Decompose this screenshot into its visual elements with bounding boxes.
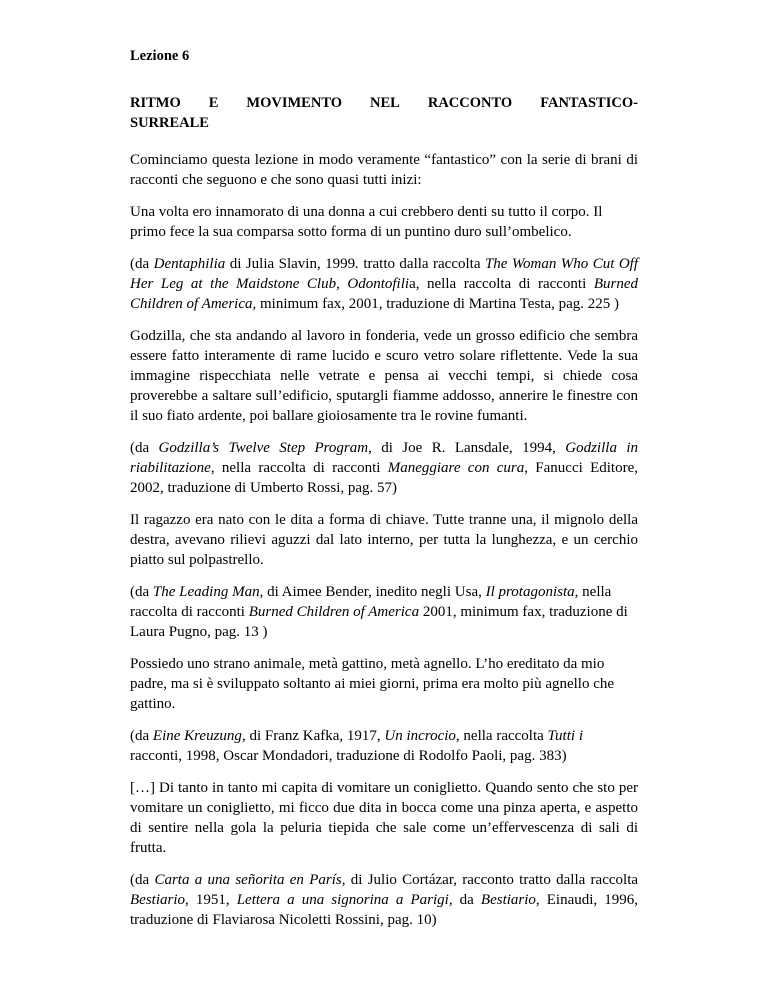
citation-text: , Einaudi, 1996, traduzione di Flaviarosa Nicoletti Rossini, pag. 10) [130,892,638,928]
citation-text: (da [130,584,153,600]
citation-text: (da [130,256,154,272]
citation-text: , nella raccolta di racconti [130,584,612,620]
excerpt-citation [130,726,638,766]
title-word: MOVIMENTO [246,95,343,111]
citation-title: Lettera a una signorina a Parigi [236,892,449,908]
citation-title: Dentaphilia [153,256,226,272]
excerpt-text: Possiedo uno strano animale, metà gattino, metà agnello. L’ho ereditato da mio padre, ma si è sviluppato soltanto ai miei giorni, prima era molto più agnello che gattino. [130,656,615,712]
excerpt-text: Il ragazzo era nato con le dita a forma di chiave. Tutte tranne una, il mignolo della destra, avevano rilievi aguzzi dal lato interno, per tutta la lunghezza, e un cerchio piatto sul polpastrello. [130,512,638,568]
citation-text: , nella raccolta di racconti [210,460,388,476]
title-line-2: SURREALE [130,115,209,131]
citation-title: Bestiario [480,892,536,908]
citation-title: The Woman Who Cut Off Her Leg at the Maidstone Club, Odontofili [130,256,638,292]
excerpt-text: […] Di tanto in tanto mi capita di vomitare un coniglietto. Quando sento che sto per vomitare un coniglietto, mi ficco due dita in bocca come una pinza aperta, e aspetto di sentire nella gola la peluria tiepida che sale come un’effervescenza di sali di frutta. [130,780,638,856]
citation-text: , 1951, [185,892,237,908]
citation-text: , Fanucci Editore, 2002, traduzione di Umberto Rossi, pag. 57) [130,460,638,496]
title-word: RITMO [130,95,181,111]
title-word: NEL [370,95,400,111]
citation-title: . [355,256,359,272]
lesson-heading: Lezione 6 [130,48,190,64]
citation-title: Un incrocio [384,728,456,744]
excerpt-citation [130,582,638,642]
intro-paragraph: Cominciamo questa lezione in modo veramente “fantastico” con la serie di brani di racconti che seguono e che sono quasi tutti inizi: [130,152,638,188]
lesson-title [130,93,638,133]
citation-text: 2001, minimum fax, traduzione di Laura Pugno, pag. 13 ) [130,604,628,640]
citation-text: , minimum fax, 2001, traduzione di Martina Testa, pag. 225 ) [252,296,620,312]
citation-text: (da [130,872,155,888]
excerpt-text: Una volta ero innamorato di una donna a cui crebbero denti su tutto il corpo. Il primo fece la sua comparsa sotto forma di un puntino duro sull’ombelico. [130,204,603,240]
citation-title: Burned Children of America [248,604,420,620]
citation-title: Maneggiare con cura [387,460,525,476]
citation-text: racconti, 1998, Oscar Mondadori, traduzione di Rodolfo Paoli, pag. 383) [130,748,567,764]
citation-title: Bestiario [130,892,185,908]
citation-text: (da [130,440,159,456]
excerpt-text: Godzilla, che sta andando al lavoro in fonderia, vede un grosso edificio che sembra essere fatto interamente di rame lucido e scuro vetro solare riflettente. Vede la sua immagine rispecchiata nelle vetrate e pensa ai vecchi tempi, si chiede cosa proverebbe a saltare sull’edificio, sputargli fiamme addosso, annerire le finestre con il suo fiato ardente, poi ballare gioiosamente tra le rovine fumanti. [130,328,638,424]
citation-text: , da [448,892,481,908]
title-line-1 [130,93,638,113]
citation-title: The Leading Man [152,584,260,600]
title-word: RACCONTO [427,95,513,111]
citation-text: , di Aimee Bender, inedito negli Usa, [259,584,486,600]
citation-text: (da [130,728,153,744]
citation-title: Il protagonista [485,584,575,600]
excerpt-citation [130,254,638,314]
citation-title: Eine Kreuzung [152,728,242,744]
title-word: FANTASTICO- [540,95,638,111]
citation-text: tratto dalla raccolta [358,256,485,272]
citation-title: Godzilla’s Twelve Step Program [158,440,369,456]
citation-title: Godzilla in riabilitazione [130,440,638,476]
citation-text: , nella raccolta [455,728,548,744]
title-word: E [208,95,219,111]
citation-title: Burned Children of America [130,276,638,312]
citation-title: Carta a una señorita en París [154,872,342,888]
excerpt-citation [130,438,638,498]
citation-text: di Julia Slavin, 1999 [225,256,356,272]
citation-text: , di Julio Cortázar, racconto tratto dalla raccolta [341,872,639,888]
citation-text: , di Joe R. Lansdale, 1994, [368,440,566,456]
excerpt-citation [130,870,638,930]
document-body [130,150,638,942]
citation-text: a, nella raccolta di racconti [409,276,594,292]
citation-text: , di Franz Kafka, 1917, [241,728,385,744]
citation-title: Tutti i [547,728,583,744]
